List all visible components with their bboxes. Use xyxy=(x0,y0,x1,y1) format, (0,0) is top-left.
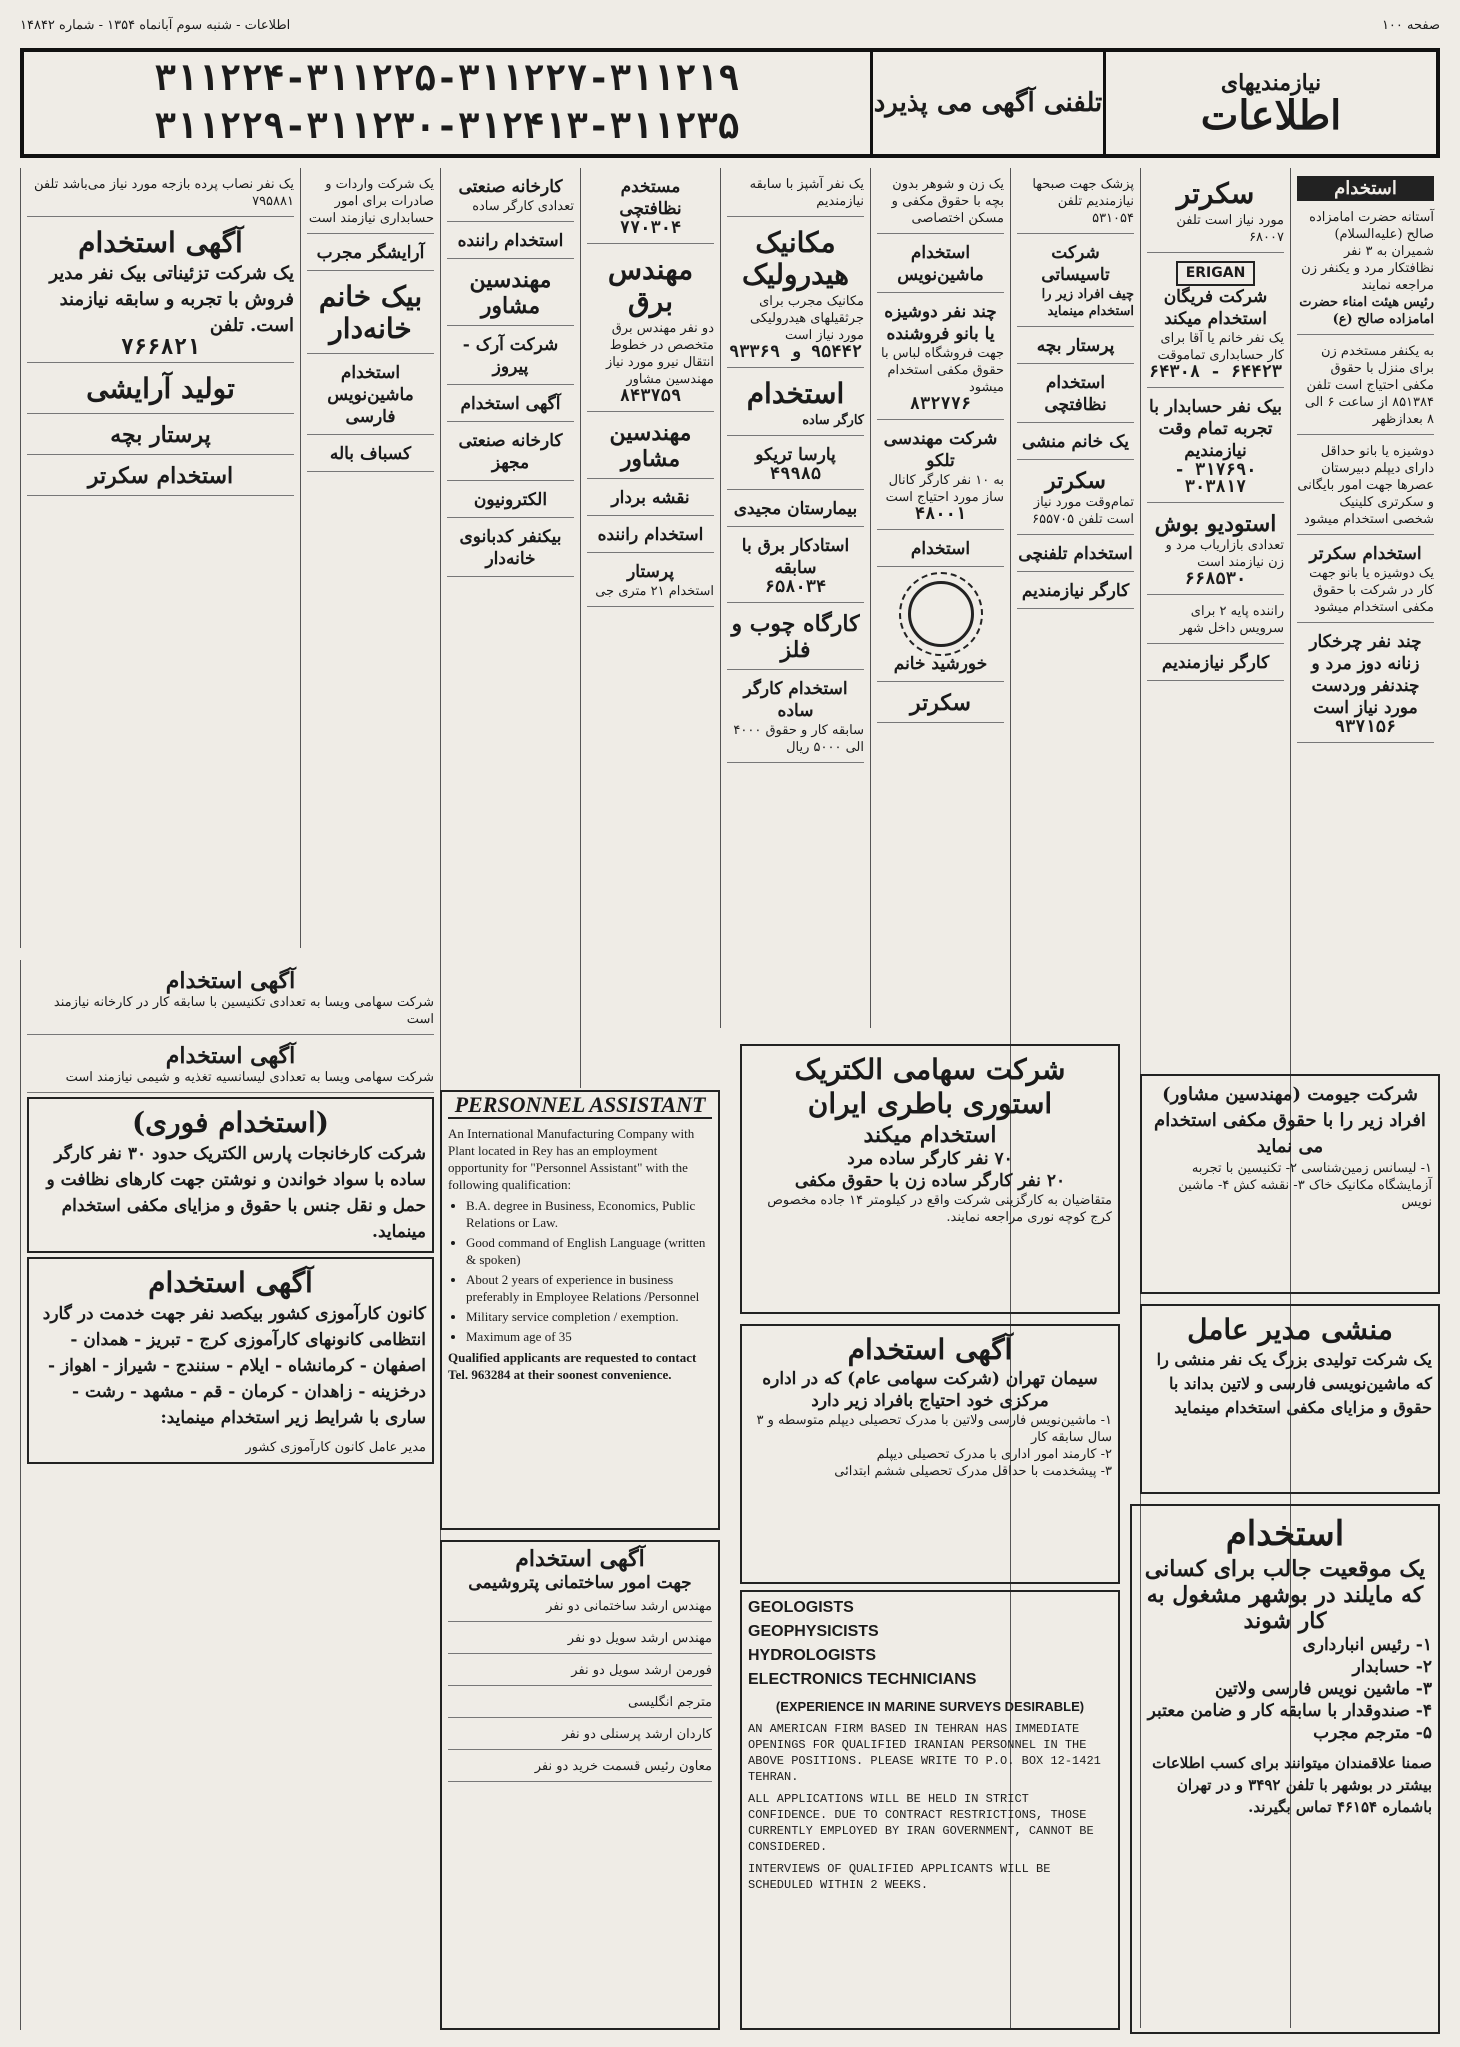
ad-item: به یکنفر مستخدم زن برای منزل با حقوق مکفی احتیاج است تلفن ۸۵۱۳۸۴ از ساعت ۶ الی ۸ بعدازظهر xyxy=(1297,339,1434,435)
column-8 xyxy=(300,168,440,948)
ad-item: یک زن و شوهر بدون بچه با حقوق مکفی و مسکن اختصاصی xyxy=(877,172,1004,234)
brand-block xyxy=(1103,52,1436,154)
bushehr-ad: استخدام یک موقعیت جالب برای کسانی که مایلند در بوشهر مشغول به کار شوند ۱- رئیس انبارداری ۲- حسابدار ۳- ماشین نویس فارسی ولاتین ۴- صندوقدار با سابقه کار و ضامن معتبر ۵- مترجم مجرب صمنا علاقمندان میتوانند برای کسب اطلاعات بیشتر در بوشهر با تلفن ۳۴۹۲ و در تهران باشماره ۴۶۱۵۴ تماس بگیرند. xyxy=(1130,1504,1440,2034)
lower-left-block xyxy=(20,960,440,2030)
page-number: صفحه ۱۰۰ xyxy=(1381,18,1440,33)
ad-item: ERIGAN شرکت فریگان استخدام میکند یک نفر خانم یا آقا برای کار حسابداری تماموقت ۶۴۴۲۳ - ۶۴۳۰۸ xyxy=(1147,257,1284,388)
cement-company-ad: آگهی استخدام سیمان تهران (شرکت سهامی عام) که در اداره مرکزی خود احتیاج بافراد زیر دارد ۱- ماشین‌نویس فارسی ولاتین با مدرک تحصیلی دیپلم متوسطه و ۳ سال سابقه کار ۲- کارمند امور اداری با مدرک تحصیلی دیپلم ۳- پیشخدمت با حداقل مدرک تحصیلی ششم ابتدائی xyxy=(740,1324,1120,1584)
ad-item: استودیو بوش تعدادی بازاریاب مرد و زن نیازمند است ۶۶۸۵۳۰ xyxy=(1147,507,1284,595)
marine-body-3: INTERVIEWS OF QUALIFIED APPLICANTS WILL BE SCHEDULED WITHIN 2 WEEKS. xyxy=(748,1862,1051,1892)
banner-phones xyxy=(24,52,870,154)
ceo-secretary-ad: منشی مدیر عامل یک شرکت تولیدی بزرگ یک نفر منشی را که ماشین‌نویسی فارسی و لاتین بداند با حقوق و مزایای مکفی استخدام مینماید xyxy=(1140,1304,1440,1494)
phones-line-1: ۳۱۱۲۲۴-۳۱۱۲۲۵-۳۱۱۲۲۷-۳۱۱۲۱۹ xyxy=(154,58,740,99)
ad-item: بیمارستان مجیدی xyxy=(727,494,864,527)
column-5 xyxy=(720,168,870,1028)
ad-item: استادکار برق با سابقه ۶۵۸۰۳۴ xyxy=(727,531,864,603)
ad-item: کارگر نیازمندیم xyxy=(1017,576,1134,609)
ad-item: تولید آرایشی xyxy=(27,367,294,414)
petrochemical-ad: آگهی استخدام جهت امور ساختمانی پتروشیمی مهندس ارشد ساختمانی دو نفر مهندس ارشد سویل دو نفر فورمن ارشد سویل دو نفر مترجم انگلیسی کاردان ارشد پرسنلی دو نفر معاون رئیس قسمت خرید دو نفر xyxy=(440,1540,720,2030)
ad-item: بیکنفر کدبانوی خانه‌دار xyxy=(447,522,574,577)
qualification-item: • B.A. degree in Business, Economics, Public Relations or Law. xyxy=(466,1197,712,1231)
ad-item: دوشیزه یا بانو حداقل دارای دیپلم دبیرستان عصرها جهت امور بایگانی و سکرتری کلینیک شخصی استخدام میشود xyxy=(1297,439,1434,535)
geomet-ad: شرکت جیومت (مهندسین مشاور) افراد زیر را با حقوق مکفی استخدام می نماید ۱- لیسانس زمین‌شناسی ۲- تکنیسین با تجربه آزمایشگاه مکانیک خاک ۳- نقشه کش ۴- ماشین نویس xyxy=(1140,1074,1440,1294)
ad-item: یک نفر آشپز با سابقه نیازمندیم xyxy=(727,172,864,217)
section-title: استخدام xyxy=(1297,176,1434,201)
banner-tagline: تلفنی آگهی می پذیرد xyxy=(870,52,1103,154)
ad-item: آرایشگر مجرب xyxy=(307,238,434,271)
personnel-title: PERSONNEL ASSISTANT xyxy=(448,1096,712,1119)
ad-item: استخدام نظافتچی xyxy=(1017,368,1134,423)
ad-item: مهندسین مشاور xyxy=(447,263,574,326)
qualification-item: • Military service completion / exemption. xyxy=(466,1308,712,1325)
ad-item: مهندسین مشاور xyxy=(587,416,714,479)
column-6 xyxy=(580,168,720,1088)
ad-item: آگهی استخدام کانون کارآموزی کشور بیکصد نفر جهت خدمت در گارد انتظامی کانونهای کارآموزی کرج - تبریز - همدان - اصفهان - کرمانشاه - ایلام - سنندج - شیراز - اهواز - درخزینه - زاهدان - کرمان - قم - مشهد - رشت - ساری با شرایط زیر استخدام مینماید: مدیر عامل کانون کارآموزی کشور xyxy=(27,1257,434,1464)
ad-item: نقشه بردار xyxy=(587,483,714,516)
ad-item: استخدام کارگر ساده سابقه کار و حقوق ۴۰۰۰ الی ۵۰۰۰ ریال xyxy=(727,674,864,763)
ad-item: استخدام راننده xyxy=(587,520,714,553)
ad-item: استخدام ماشین‌نویس فارسی xyxy=(307,358,434,435)
ad-item: چند نفر چرخکار زنانه دوز مرد و چندنفر وردست مورد نیاز است ۹۳۷۱۵۶ xyxy=(1297,627,1434,743)
ad-item: کارگر نیازمندیم xyxy=(1147,648,1284,681)
ad-item: شرکت آرک - پیروز xyxy=(447,330,574,385)
ad-item: استخدام راننده xyxy=(447,226,574,259)
ad-item: بیک خانم خانه‌دار xyxy=(307,275,434,354)
ad-item: آگهی استخدام یک شرکت تزئیناتی بیک نفر مدیر فروش با تجربه و سابقه نیازمند است. تلفن ۷۶۶۸۲۱ xyxy=(27,221,294,363)
ad-item: شرکت مهندسی تلکو به ۱۰ نفر کارگر کانال ساز مورد احتیاج است ۴۸۰۰۱ xyxy=(877,424,1004,530)
page-header xyxy=(20,18,1440,40)
battery-company-ad: شرکت سهامی الکتریک استوری باطری ایران استخدام میکند ۷۰ نفر کارگر ساده مرد ۲۰ نفر کارگر ساده زن با حقوق مکفی متقاضیان به کارگزینی شرکت واقع در کیلومتر ۱۴ جاده مخصوص کرج کوچه نوری مراجعه نمایند. xyxy=(740,1044,1120,1314)
ad-item: استخدام سکرتر xyxy=(27,459,294,496)
column-4 xyxy=(870,168,1010,1028)
personnel-intro: An International Manufacturing Company with Plant located in Rey has an employment opportunity for "Personnel Assistant" with the following qualification: xyxy=(448,1126,695,1192)
ad-item: سکرتر xyxy=(877,686,1004,723)
ad-item: یک شرکت واردات و صادرات برای امور حسابداری نیازمند است xyxy=(307,172,434,234)
classifieds-banner xyxy=(20,48,1440,158)
ad-item: پرستار بچه xyxy=(27,418,294,455)
qualification-item: • About 2 years of experience in business preferably in Employee Relations /Personnel xyxy=(466,1271,712,1305)
marine-body: AN AMERICAN FIRM BASED IN TEHRAN HAS IMMEDIATE OPENINGS FOR QUALIFIED IRANIAN PERSONNEL IN THE ABOVE POSITIONS. PLEASE WRITE TO P.O. BOX 12-1421 TEHRAN. xyxy=(748,1722,1101,1784)
ad-item: پرستار استخدام ۲۱ متری جی xyxy=(587,557,714,607)
ad-item: استخدام تلفنچی xyxy=(1017,539,1134,572)
personnel-assistant-ad xyxy=(440,1090,720,1530)
ad-item: استخدام کارگر ساده xyxy=(727,372,864,436)
personnel-footer: Qualified applicants are requested to contact Tel. 963284 at their soonest convenience. xyxy=(448,1350,697,1382)
marine-note: (EXPERIENCE IN MARINE SURVEYS DESIRABLE) xyxy=(775,1699,1085,1714)
ad-item: کارگاه چوب و فلز xyxy=(727,607,864,670)
qualification-item: • Good command of English Language (written & spoken) xyxy=(466,1234,712,1268)
ad-item: یک نفر نصاب پرده بازجه مورد نیاز می‌باشد تلفن ۷۹۵۸۸۱ xyxy=(27,172,294,217)
ad-item: پزشک جهت صبحها نیازمندیم تلفن ۵۳۱۰۵۴ xyxy=(1017,172,1134,234)
ad-item: پارسا تریکو ۴۹۹۸۵ xyxy=(727,440,864,490)
column-9 xyxy=(20,168,300,948)
ad-item: آگهی استخدام xyxy=(447,389,574,422)
marine-item: ELECTRONICS TECHNICIANS xyxy=(748,1671,977,1688)
ad-item: آگهی استخدام شرکت سهامی ویسا به تعدادی لیسانسیه تغذیه و شیمی نیازمند است xyxy=(27,1039,434,1093)
ad-item: (استخدام فوری) شرکت کارخانجات پارس الکتریک حدود ۳۰ نفر کارگر ساده با سواد خواندن و نوشتن جهت کارهای نظافت و حمل و نقل جنس با حقوق و مزایای مکفی استخدام مینماید. xyxy=(27,1097,434,1253)
brand-top: نیازمندیهای xyxy=(1220,70,1322,96)
issue-line: اطلاعات - شنبه سوم آبانماه ۱۳۵۴ - شماره ۱۴۸۴۲ xyxy=(20,18,291,33)
ad-item: راننده پایه ۲ برای سرویس داخل شهر xyxy=(1147,599,1284,644)
ad-item: مستخدم نظافتچی ۷۷۰۳۰۴ xyxy=(587,172,714,244)
ad-item: سکرتر مورد نیاز است تلفن ۶۸۰۰۷ xyxy=(1147,172,1284,253)
phones-line-2: ۳۱۱۲۲۹-۳۱۱۲۳۰-۳۱۲۴۱۳-۳۱۱۲۳۵ xyxy=(154,106,740,147)
ad-item: مهندس برق دو نفر مهندس برق متخصص در خطوط انتقال نیرو مورد نیاز مهندسین مشاور ۸۴۳۷۵۹ xyxy=(587,248,714,412)
ad-item: الکترونیون xyxy=(447,485,574,518)
personnel-qualifications xyxy=(466,1197,712,1345)
ad-item: خورشید خانم xyxy=(877,571,1004,682)
ad-item: آگهی استخدام شرکت سهامی ویسا به تعدادی تکنیسین با سابقه کار در کارخانه نیازمند است xyxy=(27,964,434,1035)
ad-item: استخدام ماشین‌نویس xyxy=(877,238,1004,293)
ad-item: استخدام سکرتر یک دوشیزه یا بانو جهت کار در شرکت با حقوق مکفی استخدام میشود xyxy=(1297,539,1434,623)
ad-item: شرکت تاسیساتی چیف افراد زیر را استخدام مینماید xyxy=(1017,238,1134,327)
marine-item: GEOLOGISTS xyxy=(748,1599,854,1616)
ad-item: کارخانه صنعتی مجهز xyxy=(447,426,574,481)
ad-item: کارخانه صنعتی تعدادی کارگر ساده xyxy=(447,172,574,222)
ad-item: مکانیک هیدرولیک مکانیک مجرب برای جرثقیلهای هیدرولیکی مورد نیاز است ۹۵۴۴۲ و ۹۳۳۶۹ xyxy=(727,221,864,368)
ad-item: چند نفر دوشیزه یا بانو فروشنده جهت فروشگاه لباس با حقوق مکفی استخدام میشود ۸۳۲۷۷۶ xyxy=(877,297,1004,420)
ad-item: آستانه حضرت امامزاده صالح (علیه‌السلام) شمیران به ۳ نفر نظافتکار مرد و یکنفر زن مراجعه نمایند رئیس هیئت امناء حضرت امامزاده صالح (ع) xyxy=(1297,205,1434,335)
qualification-item: • Maximum age of 35 xyxy=(466,1328,712,1345)
brand-main: اطلاعات xyxy=(1200,92,1342,139)
ad-item: کسباف باله xyxy=(307,439,434,472)
ad-item: پرستار بچه xyxy=(1017,331,1134,364)
ad-item: استخدام xyxy=(877,534,1004,567)
sun-logo-icon xyxy=(908,581,974,647)
ad-item: یک خانم منشی xyxy=(1017,427,1134,460)
ad-item: بیک نفر حسابدار با تجربه تمام وقت نیازمندیم ۳۱۷۶۹۰ - ۳۰۳۸۱۷ xyxy=(1147,392,1284,503)
marine-item: HYDROLOGISTS xyxy=(748,1647,877,1664)
erigan-logo: ERIGAN xyxy=(1176,261,1256,286)
marine-item: GEOPHYSICISTS xyxy=(748,1623,879,1640)
ad-item: سکرتر تمام‌وقت مورد نیاز است تلفن ۶۵۵۷۰۵ xyxy=(1017,464,1134,535)
marine-body-2: ALL APPLICATIONS WILL BE HELD IN STRICT CONFIDENCE. DUE TO CONTRACT RESTRICTIONS, THOSE CURRENTLY EMPLOYED BY IRAN GOVERNMENT, CANNOT BE CONSIDERED. xyxy=(748,1792,1094,1854)
marine-survey-ad xyxy=(740,1590,1120,2030)
